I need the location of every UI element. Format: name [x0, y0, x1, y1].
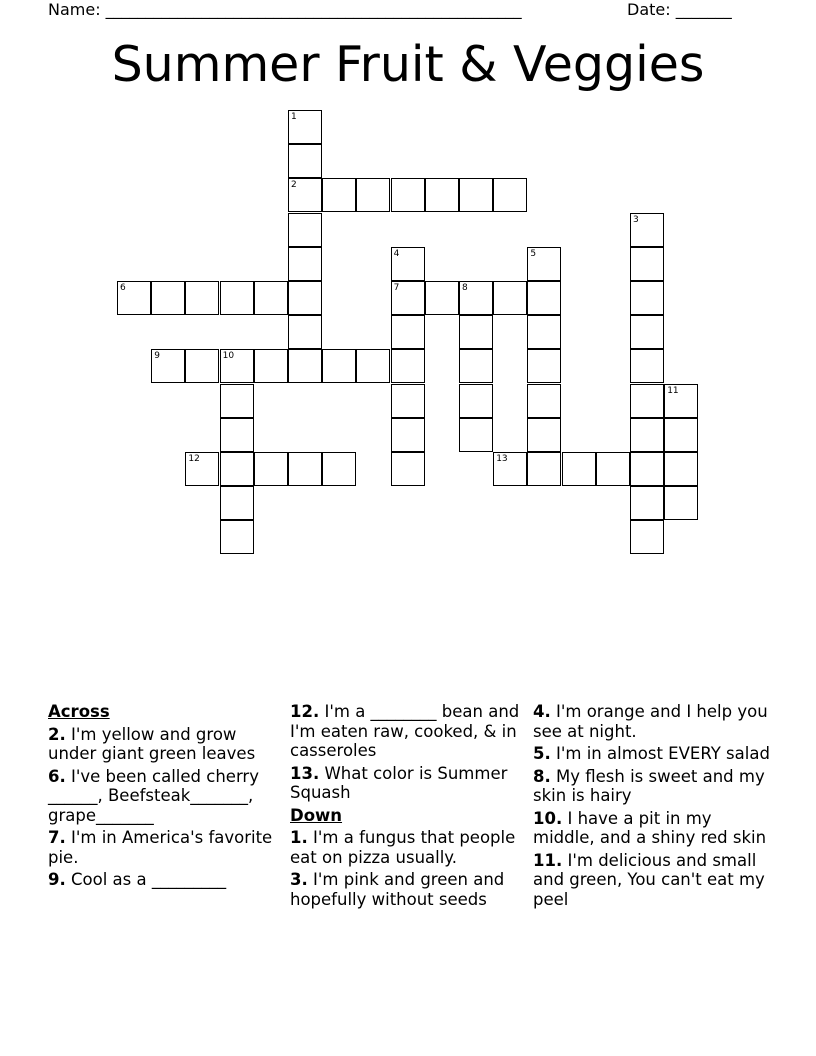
clues-column-2 [290, 702, 520, 912]
grid-cell[interactable] [356, 349, 390, 383]
grid-cell[interactable] [391, 452, 425, 486]
grid-cell[interactable] [117, 281, 151, 315]
grid-cell[interactable] [288, 281, 322, 315]
grid-cell[interactable] [288, 213, 322, 247]
clue-down-5 [533, 744, 773, 764]
date-field[interactable]: Date: _______ [627, 0, 732, 19]
grid-cell[interactable] [288, 144, 322, 178]
across-heading: Across [48, 702, 110, 721]
grid-cell[interactable] [288, 247, 322, 281]
clue-number-label: 11 [667, 385, 679, 396]
clue-number: 8. [533, 766, 551, 786]
clue-across-12 [290, 702, 520, 761]
grid-cell[interactable] [664, 452, 698, 486]
clue-number: 9. [48, 870, 66, 889]
clue-number-label: 13 [496, 454, 508, 464]
clue-across-9 [48, 870, 278, 890]
grid-cell[interactable] [630, 486, 664, 520]
grid-cell[interactable] [322, 452, 356, 486]
grid-cell[interactable] [151, 349, 185, 383]
grid-cell[interactable] [493, 452, 527, 486]
clue-down-3 [290, 870, 520, 909]
grid-cell[interactable] [391, 247, 425, 281]
down-heading: Down [290, 805, 343, 825]
clue-text: I have a pit in my middle, and a shiny red skin [533, 808, 767, 847]
grid-cell[interactable] [630, 213, 664, 247]
grid-cell[interactable] [459, 315, 493, 349]
clue-text: I'm pink and green and hopefully without seeds [290, 870, 505, 909]
clue-text: What color is Summer Squash [290, 763, 508, 802]
grid-cell[interactable] [151, 281, 185, 315]
clue-number: 5. [533, 744, 551, 763]
grid-cell[interactable] [391, 418, 425, 452]
grid-cell[interactable] [288, 110, 322, 144]
grid-cell[interactable] [185, 349, 219, 383]
clue-across-6 [48, 767, 278, 826]
clue-text: I'm in almost EVERY salad [550, 744, 770, 763]
clue-text: I'm orange and I help you see at night. [533, 702, 768, 741]
grid-cell[interactable] [391, 281, 425, 315]
grid-cell[interactable] [220, 520, 254, 554]
clue-number-label: 6 [120, 283, 126, 293]
page-title: Summer Fruit & Veggies [111, 36, 705, 93]
grid-cell[interactable] [288, 349, 322, 383]
clues-column-3 [533, 702, 773, 912]
grid-cell[interactable] [630, 384, 664, 418]
clue-number-label: 2 [291, 180, 297, 191]
grid-cell[interactable] [288, 452, 322, 486]
grid-cell[interactable] [630, 418, 664, 452]
grid-cell[interactable] [254, 349, 288, 383]
grid-cell[interactable] [185, 452, 219, 486]
clues-column-1 [48, 702, 278, 893]
grid-cell[interactable] [630, 349, 664, 383]
clue-text: Cool as a _________ [65, 870, 227, 889]
clue-number: 11. [533, 850, 563, 870]
grid-cell[interactable] [459, 178, 493, 212]
grid-cell[interactable] [493, 281, 527, 315]
grid-cell[interactable] [322, 349, 356, 383]
clue-across-2 [48, 725, 278, 764]
clue-number: 10. [533, 808, 563, 828]
clue-text: My flesh is sweet and my skin is hairy [533, 766, 765, 805]
grid-cell[interactable] [630, 247, 664, 281]
clue-number-label: 1 [291, 112, 297, 122]
clue-number-label: 3 [633, 214, 639, 225]
grid-cell[interactable] [527, 349, 561, 383]
clue-text: I'm delicious and small and green, You can't eat my peel [533, 850, 765, 909]
grid-cell[interactable] [220, 384, 254, 418]
clue-number: 4. [533, 702, 551, 721]
grid-cell[interactable] [288, 178, 322, 212]
clue-down-11 [533, 851, 773, 910]
grid-cell[interactable] [254, 281, 288, 315]
grid-cell[interactable] [220, 349, 254, 383]
grid-cell[interactable] [322, 178, 356, 212]
grid-cell[interactable] [527, 384, 561, 418]
clue-text: I'm a fungus that people eat on pizza usually. [290, 828, 516, 867]
clue-down-4 [533, 702, 773, 741]
grid-cell[interactable] [664, 486, 698, 520]
grid-cell[interactable] [254, 452, 288, 486]
clue-number-label: 10 [222, 351, 235, 362]
grid-cell[interactable] [391, 349, 425, 383]
clue-down-8 [533, 767, 773, 806]
grid-cell[interactable] [527, 247, 561, 281]
clue-down-10 [533, 809, 773, 848]
clue-number: 12. [290, 702, 320, 721]
clue-number: 1. [290, 828, 308, 847]
clue-number-label: 4 [393, 248, 400, 259]
clue-number: 7. [48, 828, 66, 847]
grid-cell[interactable] [562, 452, 596, 486]
grid-cell[interactable] [459, 384, 493, 418]
clue-number: 6. [48, 766, 66, 786]
grid-cell[interactable] [220, 418, 254, 452]
grid-cell[interactable] [220, 486, 254, 520]
grid-cell[interactable] [493, 178, 527, 212]
grid-cell[interactable] [288, 315, 322, 349]
clue-number-label: 5 [530, 248, 537, 259]
grid-cell[interactable] [185, 281, 219, 315]
grid-cell[interactable] [664, 384, 698, 418]
grid-cell[interactable] [630, 520, 664, 554]
grid-cell[interactable] [459, 349, 493, 383]
grid-cell[interactable] [596, 452, 630, 486]
grid-cell[interactable] [425, 281, 459, 315]
grid-cell[interactable] [391, 384, 425, 418]
grid-cell[interactable] [630, 281, 664, 315]
grid-cell[interactable] [664, 418, 698, 452]
clue-number: 3. [290, 870, 308, 889]
grid-cell[interactable] [459, 418, 493, 452]
clue-text: I'm in America's favorite pie. [48, 828, 273, 867]
grid-cell[interactable] [527, 418, 561, 452]
clue-text: I've been called cherry ______, Beefsteak_______, grape_______ [48, 766, 259, 825]
clue-number-label: 8 [462, 283, 468, 293]
clue-down-1 [290, 828, 520, 867]
grid-cell[interactable] [527, 315, 561, 349]
clue-across-7 [48, 828, 278, 867]
grid-cell[interactable] [220, 281, 254, 315]
grid-cell[interactable] [459, 281, 493, 315]
clue-number-label: 9 [154, 351, 160, 362]
clue-number-label: 12 [188, 454, 200, 464]
clue-text: I'm yellow and grow under giant green leaves [48, 724, 256, 763]
clue-across-13 [290, 764, 520, 803]
name-field[interactable]: Name: ____________________________________________________ [48, 0, 522, 19]
grid-cell[interactable] [527, 452, 561, 486]
grid-cell[interactable] [425, 178, 459, 212]
grid-cell[interactable] [630, 315, 664, 349]
grid-cell[interactable] [630, 452, 664, 486]
grid-cell[interactable] [391, 178, 425, 212]
clue-number: 2. [48, 724, 66, 744]
clue-number-label: 7 [393, 283, 400, 293]
grid-cell[interactable] [527, 281, 561, 315]
grid-cell[interactable] [356, 178, 390, 212]
clue-text: I'm a ________ bean and I'm eaten raw, cooked, & in casseroles [290, 702, 520, 760]
grid-cell[interactable] [391, 315, 425, 349]
grid-cell[interactable] [220, 452, 254, 486]
clue-number: 13. [290, 763, 320, 783]
